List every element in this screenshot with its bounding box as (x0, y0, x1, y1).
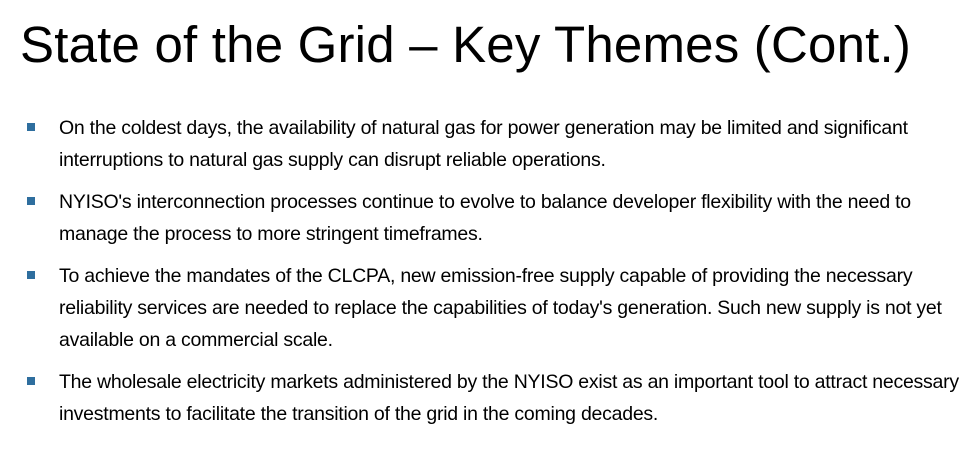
bullet-text: On the coldest days, the availability of natural gas for power generation may be limited and significant interruptions to natural gas supply can disrupt reliable operations. (59, 117, 908, 171)
square-bullet-icon (27, 197, 35, 205)
bullet-item (27, 186, 962, 250)
bullet-text: The wholesale electricity markets administered by the NYISO exist as an important tool to attract necessary investments to facilitate the transition of the grid in the coming decades. (59, 371, 959, 425)
square-bullet-icon (27, 123, 35, 131)
square-bullet-icon (27, 271, 35, 279)
bullet-item (27, 260, 962, 356)
bullet-list (27, 112, 962, 440)
bullet-text: To achieve the mandates of the CLCPA, new emission-free supply capable of providing the necessary reliability services are needed to replace the capabilities of today's generation. Such new supply is not yet available on a commercial scale. (59, 265, 942, 351)
bullet-item (27, 112, 962, 176)
slide-title: State of the Grid – Key Themes (Cont.) (20, 16, 912, 73)
bullet-item (27, 366, 962, 430)
bullet-text: NYISO's interconnection processes continue to evolve to balance developer flexibility with the need to manage the process to more stringent timeframes. (59, 191, 911, 245)
square-bullet-icon (27, 377, 35, 385)
